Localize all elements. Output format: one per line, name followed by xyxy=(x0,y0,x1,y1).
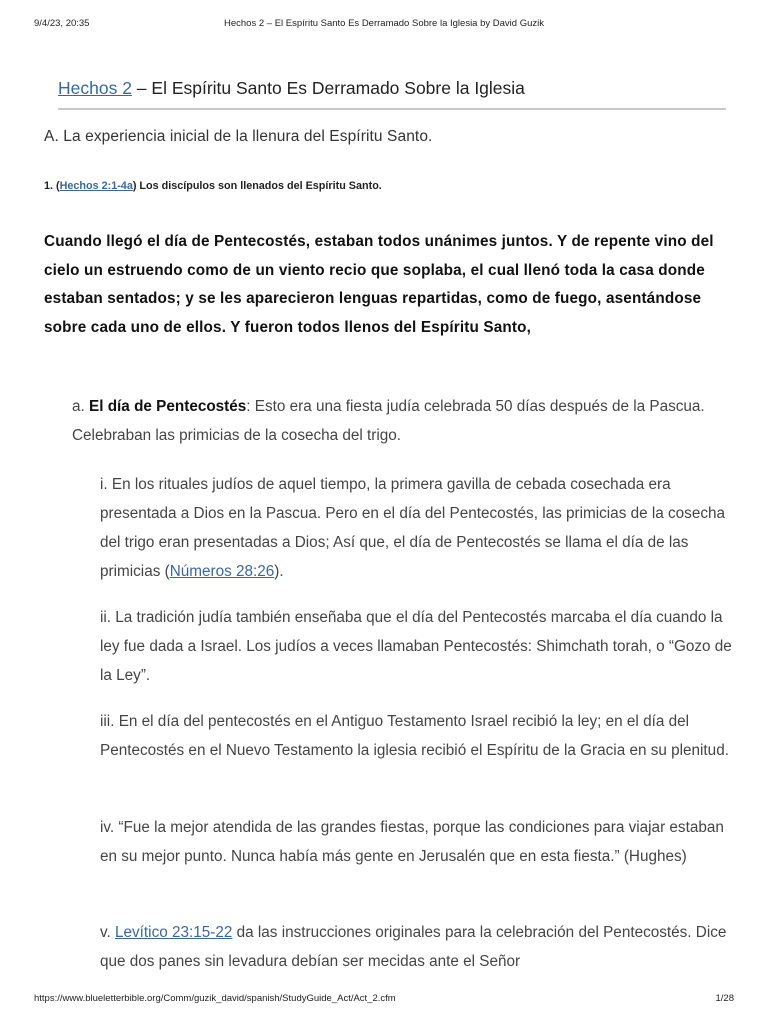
levitico-link[interactable]: Levítico 23:15-22 xyxy=(115,924,233,941)
subheading-suffix: ) Los discípulos son llenados del Espíritu Santo. xyxy=(132,180,382,192)
commentary-subpoint-i xyxy=(100,470,738,586)
print-url: https://www.blueletterbible.org/Comm/guzik_david/spanish/StudyGuide_Act/Act_2.cfm xyxy=(34,993,396,1004)
point-a-prefix: a. xyxy=(72,398,90,415)
commentary-subpoint-iii: iii. En el día del pentecostés en el Antiguo Testamento Israel recibió la ley; en el día del Pentecostés en el Nuevo Testamento la iglesia recibió el Espíritu de la Gracia en su plenitud. xyxy=(100,713,729,759)
passage-subheading xyxy=(44,178,744,194)
point-a-term: El día de Pentecostés xyxy=(89,398,247,415)
print-datetime: 9/4/23, 20:35 xyxy=(34,18,90,29)
passage-link[interactable]: Hechos 2:1-4a xyxy=(59,180,133,192)
commentary-subpoint-ii: ii. La tradición judía también enseñaba que el día del Pentecostés marcaba el día cuando la ley fue dada a Israel. Los judíos a veces llamaban Pentecostés: Shimchath torah, o “Gozo de la Ley”. xyxy=(100,609,732,684)
subheading-prefix: 1. ( xyxy=(44,180,60,192)
subpoint-v-prefix: v. xyxy=(100,924,116,941)
numeros-link[interactable]: Números 28:26 xyxy=(169,563,275,580)
commentary-subpoint-iv: iv. “Fue la mejor atendida de las grandes fiestas, porque las condiciones para viajar estaban en su mejor punto. Nunca había más gente en Jerusalén que en esta fiesta.” (Hughes) xyxy=(100,819,724,865)
commentary-subpoint-v xyxy=(100,918,738,976)
print-document-title: Hechos 2 – El Espíritu Santo Es Derramado Sobre la Iglesia by David Guzik xyxy=(224,18,544,29)
scripture-quote: Cuando llegó el día de Pentecostés, estaban todos unánimes juntos. Y de repente vino del cielo un estruendo como de un viento recio que soplaba, el cual llenó toda la casa donde estaban sentados; y se les aparecieron lenguas repartidas, como de fuego, asentándose sobre cada uno de ellos. Y fueron todos llenos del Espíritu Santo, xyxy=(44,233,714,336)
point-a-text: : Esto era una fiesta judía celebrada 50 días después de la Pascua. Celebraban las primicias de la cosecha del trigo. xyxy=(72,398,705,444)
section-heading: A. La experiencia inicial de la llenura del Espíritu Santo. xyxy=(44,128,433,145)
page-number: 1/28 xyxy=(715,993,734,1004)
commentary-point-a xyxy=(72,392,744,450)
page-title xyxy=(58,74,726,110)
page-title-text: – El Espíritu Santo Es Derramado Sobre la Iglesia xyxy=(131,78,525,98)
print-footer xyxy=(34,993,734,1007)
subpoint-v-text: da las instrucciones originales para la celebración del Pentecostés. Dice que dos panes sin levadura debían ser mecidas ante el Señor xyxy=(100,924,727,970)
subpoint-i-text: i. En los rituales judíos de aquel tiempo, la primera gavilla de cebada cosechada era presentada a Dios en la Pascua. Pero en el día del Pentecostés, las primicias de la cosecha del trigo eran presentadas a Dios; Así que, el día de Pentecostés se llama el día de las primicias ( xyxy=(100,476,725,580)
print-header xyxy=(34,18,734,32)
chapter-link[interactable]: Hechos 2 xyxy=(58,78,132,98)
subpoint-i-suffix: ). xyxy=(274,563,284,580)
